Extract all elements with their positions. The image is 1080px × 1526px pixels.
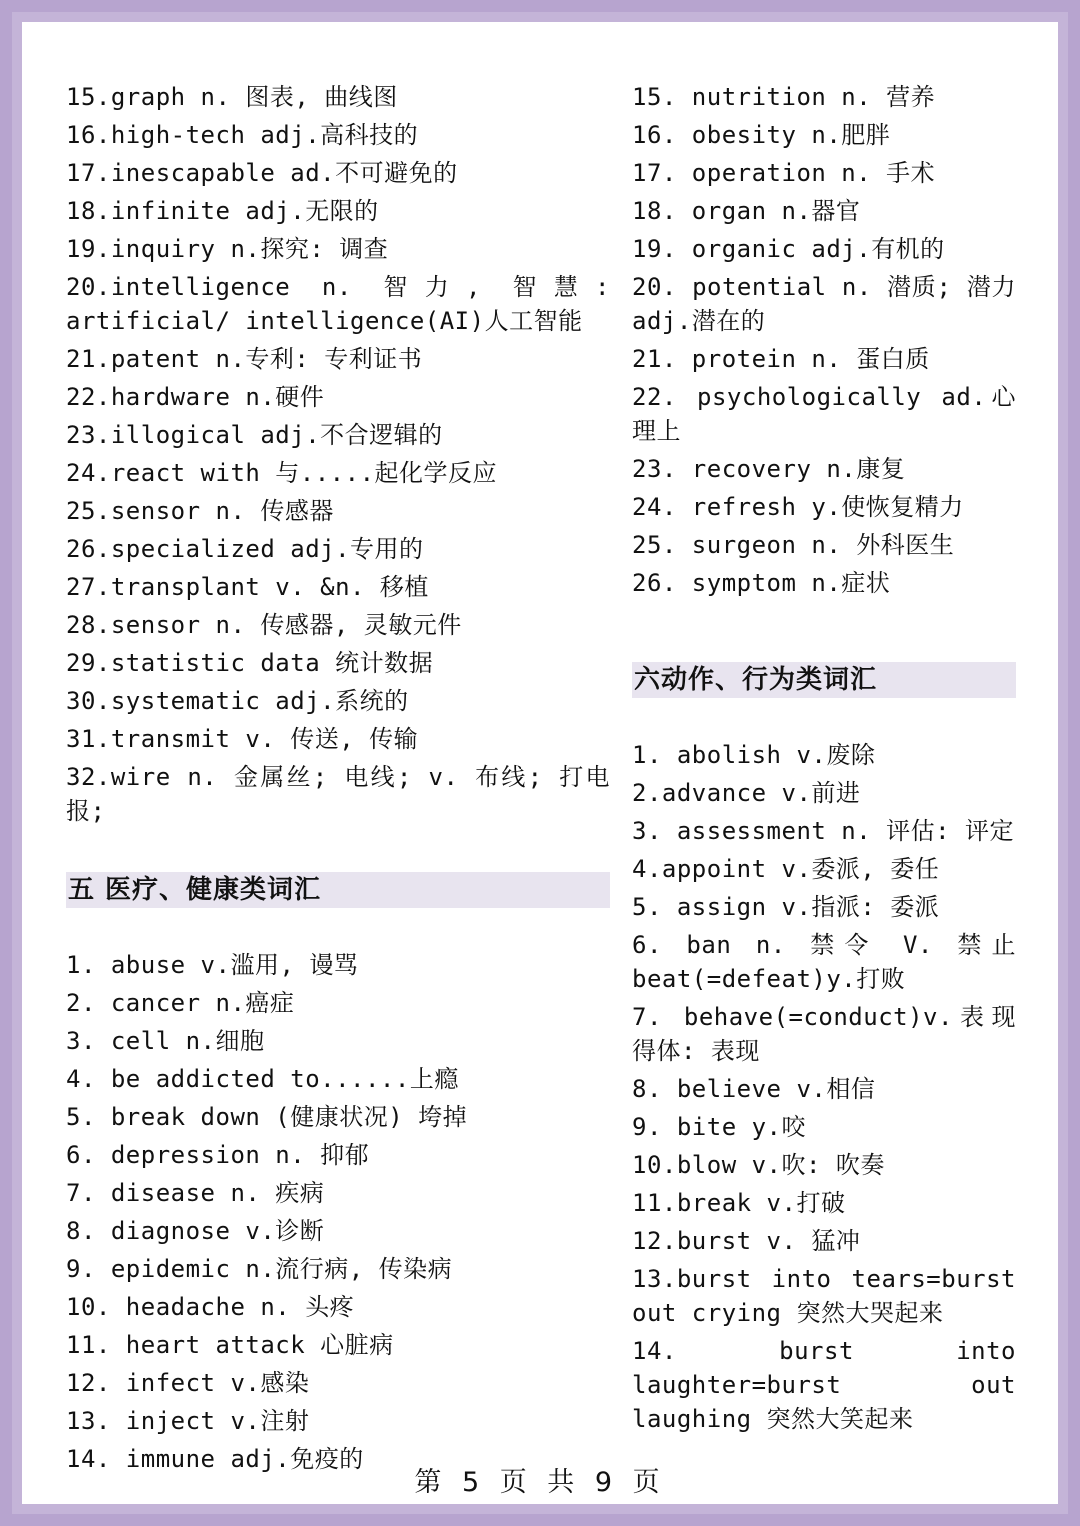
- vocab-entry: 4.appoint v.委派, 委任: [632, 855, 940, 883]
- vocab-entry: 8. believe v.相信: [632, 1075, 876, 1103]
- vocab-list-actions: [632, 738, 1016, 1436]
- vocab-entry: 28.sensor n. 传感器, 灵敏元件: [66, 611, 462, 639]
- document-page: [22, 22, 1058, 1504]
- vocab-entry: 26.specialized adj.专用的: [66, 535, 424, 563]
- vocab-entry: 21.patent n.专利: 专利证书: [66, 345, 423, 373]
- vocab-entry: 10.blow v.吹: 吹奏: [632, 1151, 885, 1179]
- vocab-entry: 24.react with 与.....起化学反应: [66, 459, 498, 487]
- vocab-entry: 4. be addicted to......上瘾: [66, 1065, 459, 1093]
- vocab-entry: 31.transmit v. 传送, 传输: [66, 725, 419, 753]
- vocab-entry: 23.illogical adj.不合逻辑的: [66, 421, 443, 449]
- vocab-entry: 8. diagnose v.诊断: [66, 1217, 325, 1245]
- vocab-list-medical: [66, 948, 610, 1476]
- vocab-entry: 11.break v.打破: [632, 1189, 846, 1217]
- vocab-entry: 21. protein n. 蛋白质: [632, 345, 930, 373]
- vocab-entry: 1. abuse v.滥用, 谩骂: [66, 951, 359, 979]
- vocab-entry: 27.transplant v. &n. 移植: [66, 573, 429, 601]
- vocab-entry: 14. immune adj.免疫的: [66, 1445, 364, 1473]
- vocab-entry: 23. recovery n.康复: [632, 455, 906, 483]
- vocab-entry: 13.burst into tears=burst out crying 突然大哭起来: [632, 1265, 1016, 1327]
- vocab-entry: 7. disease n. 疾病: [66, 1179, 325, 1207]
- vocab-entry: 30.systematic adj.系统的: [66, 687, 409, 715]
- vocab-entry: 1. abolish v.废除: [632, 741, 876, 769]
- vocab-list-part1: [66, 80, 610, 828]
- vocab-entry: 12.burst v. 猛冲: [632, 1227, 861, 1255]
- vocab-entry: 9. epidemic n.流行病, 传染病: [66, 1255, 453, 1283]
- vocab-entry: 7. behave(=conduct)v.表现得体: 表现: [632, 1003, 1016, 1065]
- vocab-entry: 22.hardware n.硬件: [66, 383, 325, 411]
- vocab-entry: 14. burst into laughter=burst out laughing 突然大笑起来: [632, 1337, 1016, 1433]
- vocab-entry: 22. psychologically ad.心理上: [632, 383, 1016, 445]
- vocab-entry: 15.graph n. 图表, 曲线图: [66, 83, 398, 111]
- vocab-entry: 12. infect v.感染: [66, 1369, 310, 1397]
- vocab-entry: 5. assign v.指派: 委派: [632, 893, 940, 921]
- vocab-entry: 9. bite y.咬: [632, 1113, 806, 1141]
- vocab-entry: 15. nutrition n. 营养: [632, 83, 936, 111]
- vocab-entry: 3. cell n.细胞: [66, 1027, 265, 1055]
- vocab-entry: 17. operation n. 手术: [632, 159, 936, 187]
- vocab-entry: 3. assessment n. 评估: 评定: [632, 817, 1015, 845]
- vocab-entry: 18. organ n.器官: [632, 197, 861, 225]
- page-border: [12, 12, 1068, 1514]
- vocab-entry: 25.sensor n. 传感器: [66, 497, 334, 525]
- vocab-entry: 11. heart attack 心脏病: [66, 1331, 394, 1359]
- vocab-entry: 2. cancer n.癌症: [66, 989, 295, 1017]
- vocab-entry: 20. potential n. 潜质; 潜力 adj.潜在的: [632, 273, 1016, 335]
- vocab-entry: 2.advance v.前进: [632, 779, 861, 807]
- vocab-entry: 24. refresh y.使恢复精力: [632, 493, 964, 521]
- vocab-entry: 16. obesity n.肥胖: [632, 121, 891, 149]
- page-number: 第 5 页 共 9 页: [414, 1467, 666, 1498]
- section-heading-medical: 五 医疗、健康类词汇: [66, 872, 610, 908]
- vocab-entry: 19. organic adj.有机的: [632, 235, 945, 263]
- vocab-entry: 6. depression n. 抑郁: [66, 1141, 370, 1169]
- vocab-entry: 29.statistic data 统计数据: [66, 649, 434, 677]
- vocab-entry: 18.infinite adj.无限的: [66, 197, 379, 225]
- vocab-entry: 6. ban n. 禁令 V. 禁止 beat(=defeat)y.打败: [632, 931, 1016, 993]
- vocab-entry: 20.intelligence n. 智力, 智慧: artificial/ intelligence(AI)人工智能: [66, 273, 610, 335]
- vocab-list-part2: [632, 80, 1016, 600]
- vocab-entry: 5. break down (健康状况) 垮掉: [66, 1103, 468, 1131]
- vocab-entry: 16.high-tech adj.高科技的: [66, 121, 419, 149]
- vocab-entry: 32.wire n. 金属丝; 电线; v. 布线; 打电报;: [66, 763, 610, 825]
- vocab-entry: 10. headache n. 头疼: [66, 1293, 355, 1321]
- section-heading-actions: 六动作、行为类词汇: [632, 662, 1016, 698]
- vocab-entry: 19.inquiry n.探究: 调查: [66, 235, 389, 263]
- vocab-entry: 17.inescapable ad.不可避免的: [66, 159, 458, 187]
- right-column: [632, 80, 1016, 1440]
- vocab-entry: 13. inject v.注射: [66, 1407, 310, 1435]
- vocab-entry: 26. symptom n.症状: [632, 569, 891, 597]
- vocab-entry: 25. surgeon n. 外科医生: [632, 531, 955, 559]
- left-column: [66, 80, 610, 1480]
